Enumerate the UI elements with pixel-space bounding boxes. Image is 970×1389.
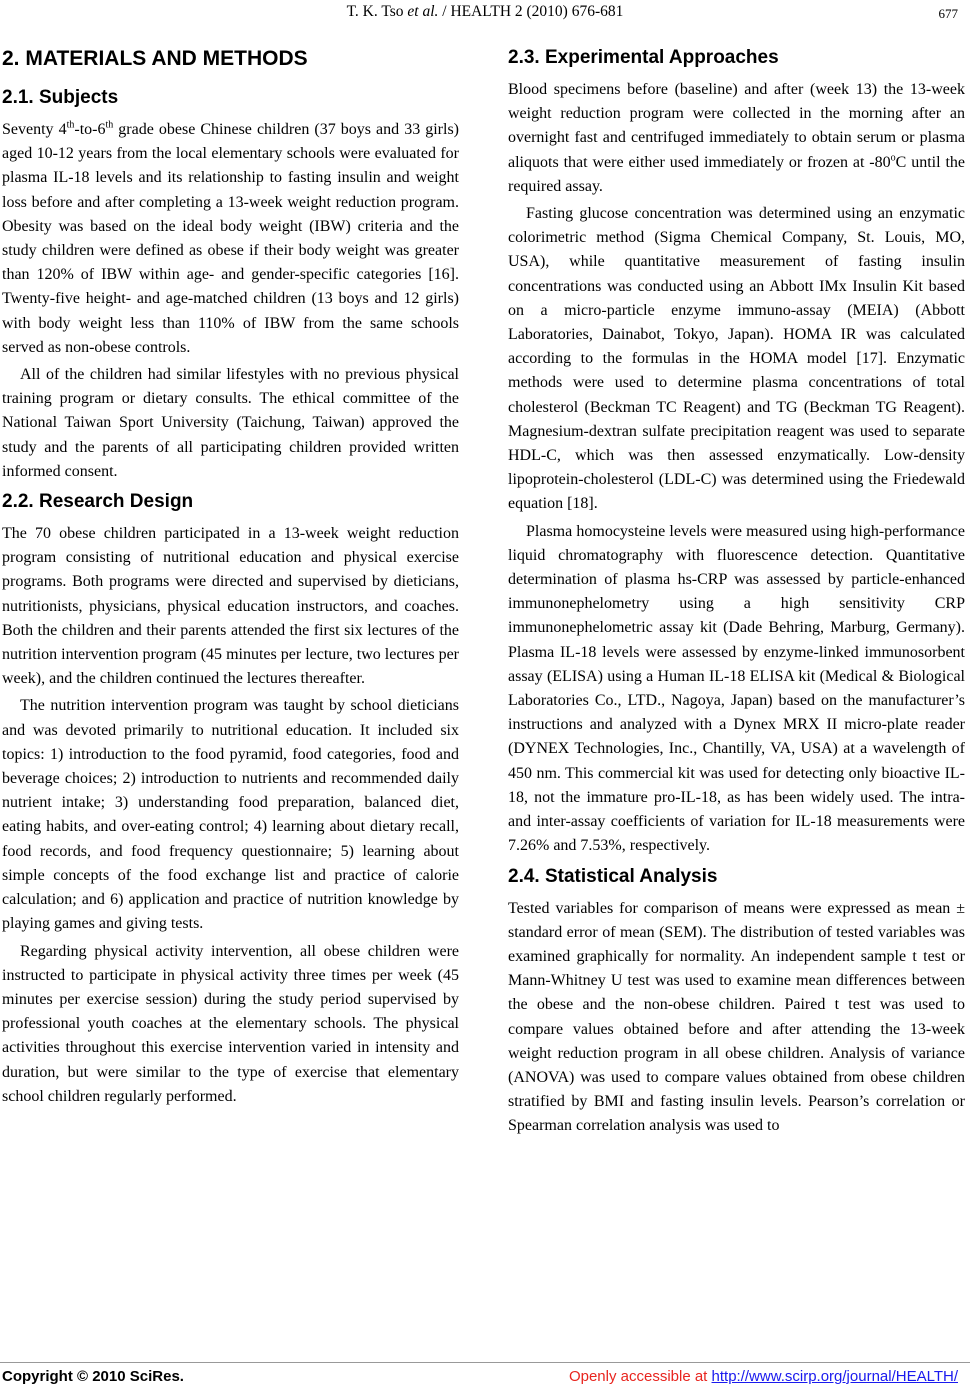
subsection-title-research-design: 2.2. Research Design xyxy=(2,491,194,513)
paragraph-design-2: The nutrition intervention program was taught by school dieticians and was devoted primarily to nutritional education. It included six topics: 1) introduction to the food pyramid, food categories, food and beverage choices; 2) introduction to nutrients and recommended daily nutrient intake; 3) understanding food preparation, balanced diet, eating habits, and over-eating control; 4) learning about dietary recall, food records, and food frequency questionnaire; 5) learning about simple concepts of the food exchange list and practice of calorie calculation; and 6) application and practice of nutrition knowledge by playing games and giving tests. xyxy=(2,697,459,933)
footer xyxy=(0,1368,970,1388)
paragraph-experimental-1 xyxy=(508,78,965,199)
text-span: grade obese Chinese children (37 boys and 33 girls) aged 10-12 years from the local elementary schools were evaluated for plasma IL-18 levels and its relationship to fasting insulin and weight loss before and after completing a 13-week weight reduction program. Obesity was based on the ideal body weight (IBW) criteria and the study children were defined as obese if their body weight was greater than 120% of IBW within age- and gender-specific categories [16]. Twenty-five height- and age-matched children (13 boys and 12 girls) with body weight less than 110% of IBW from the same schools served as non-obese controls. xyxy=(2,121,460,356)
text-span: Blood specimens before (baseline) and after (week 13) the 13-week weight reduction program were collected in the morning after an overnight fast and centrifuged immediately to obtain serum or plasma aliquots that were either used immediately or frozen at -80 xyxy=(508,81,965,171)
footer-divider xyxy=(0,1362,970,1363)
copyright: Copyright © 2010 SciRes. xyxy=(2,1368,184,1385)
paragraph-experimental-2: Fasting glucose concentration was determined using an enzymatic colorimetric method (Sigma Chemical Company, St. Louis, MO, USA), while quantitative measurement of fasting insulin concentrations was conducted using an Abbott IMx Insulin Kit based on a micro-particle enzyme immuno-assay (MEIA) (Abbott Laboratories, Dainabot, Tokyo, Japan). HOMA IR was calculated according to the formulas in the HOMA model [17]. Enzymatic methods were used to determine plasma concentrations of total cholesterol (Beckman TC Reagent) and TG (Beckman TG Reagent). Magnesium-dextran sulfate precipitation reagent was used to separate HDL-C, which was then assessed enzymatically. Low-density lipoprotein-cholesterol (LDL-C) was determined using the Friedewald equation [18]. xyxy=(508,205,965,513)
open-access-text: Openly accessible at xyxy=(568,1368,712,1385)
paragraph-design-1: The 70 obese children participated in a 13-week weight reduction program consisting of nutritional education and physical exercise programs. Both programs were directed and supervised by dieticians, nutritionists, physicians, physical education instructors, and coaches. Both the children and their parents attended the first six lectures of the nutrition intervention program (45 minutes per lecture, two lectures per week), and the children continued the lectures thereafter. xyxy=(2,525,459,688)
left-column xyxy=(2,40,459,1109)
paragraph-experimental-3: Plasma homocysteine levels were measured using high-performance liquid chromatography with fluorescence detection. Quantitative determination of plasma hs-CRP was assessed by particle-enhanced immunonephelometry using a high sensitivity CRP immunonephelometric assay kit (Dade Behring, Marburg, Germany). Plasma IL-18 levels were assessed by enzyme-linked immunosorbent assay (ELISA) using a Human IL-18 ELISA kit (Medical & Biological Laboratories Co., LTD., Nagoya, Japan) based on the manufacturer’s instructions and analyzed with a Dynex MRX II micro-plate reader (DYNEX Technologies, Inc., Chantilly, VA, USA) at a wavelength of 450 nm. This commercial kit was used for detecting only bioactive IL-18, not the immature pro-IL-18, as has been widely used. The intra- and inter-assay coefficients of variation for IL-18 measurements were 7.26% and 7.53%, respectively. xyxy=(508,522,965,855)
section-title: 2. MATERIALS AND METHODS xyxy=(2,47,308,70)
running-head-authors: T. K. Tso xyxy=(346,3,408,20)
superscript: o xyxy=(890,152,896,164)
running-head-journal: / HEALTH 2 (2010) 676-681 xyxy=(438,3,624,20)
paragraph-design-3: Regarding physical activity intervention, all obese children were instructed to participate in physical activity three times per week (45 minutes per exercise session) during the study period supervised by professional youth coaches at the elementary schools. The physical activities throughout this exercise intervention varied in intensity and duration, but were similar to the type of exercise that elementary school children regularly performed. xyxy=(2,942,459,1105)
subsection-title-subjects: 2.1. Subjects xyxy=(2,87,119,108)
open-access-note xyxy=(569,1368,958,1385)
paragraph-subjects-1 xyxy=(2,118,459,360)
text-span: -to-6 xyxy=(74,121,106,138)
right-column xyxy=(508,40,965,1139)
subsection-title-experimental: 2.3. Experimental Approaches xyxy=(508,47,779,68)
page-number: 677 xyxy=(938,6,958,21)
text-span: Seventy 4 xyxy=(2,121,67,138)
paragraph-statistics-1: Tested variables for comparison of means were expressed as mean ± standard error of mean (SEM). The distribution of tested variables was examined graphically for normality. An independent sample t test or Mann-Whitney U test was used to examine mean differences between the obese and the non-obese children. Paired t test was used to compare values obtained before and after attending the 13-week weight reduction program in all obese children. Analysis of variance (ANOVA) was used to compare values obtained from obese children stratified by BMI and fasting insulin levels. Pearson’s correlation or Spearman correlation analysis was used to xyxy=(508,899,965,1135)
subsection-title-statistics: 2.4. Statistical Analysis xyxy=(508,865,718,887)
journal-link[interactable]: http://www.scirp.org/journal/HEALTH/ xyxy=(711,1368,958,1385)
superscript: th xyxy=(66,119,75,131)
running-head-et-al: et al. xyxy=(407,3,439,20)
running-head xyxy=(0,3,970,21)
paragraph-subjects-2: All of the children had similar lifestyles with no previous physical training program or dietary consults. The ethical committee of the National Taiwan Sport University (Taichung, Taiwan) approved the study and the parents of all participating children provided written informed consent. xyxy=(2,366,459,480)
text-span: C until the required assay. xyxy=(508,153,965,195)
superscript: th xyxy=(105,119,114,131)
